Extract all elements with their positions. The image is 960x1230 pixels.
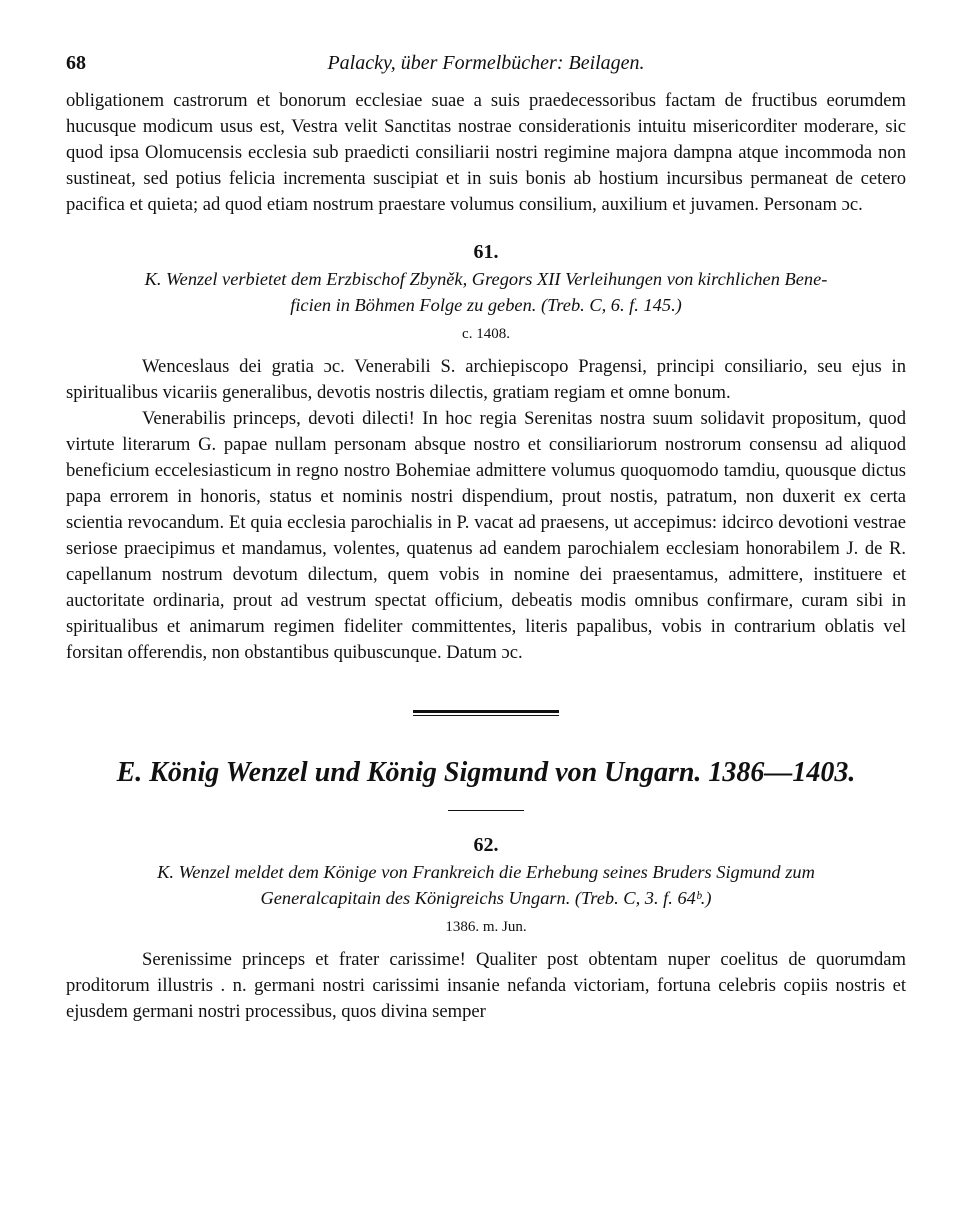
document-date-61: c. 1408.	[462, 326, 510, 342]
running-title: Palacky, über Formelbücher: Beilagen.	[327, 52, 645, 74]
running-head	[66, 52, 906, 88]
document-rubric-61-line1: K. Wenzel verbietet dem Erzbischof Zbyněk, Gregors XII Verleihungen von kirchlichen Bene-	[144, 269, 828, 289]
document-date-62: 1386. m. Jun.	[445, 919, 527, 935]
section-title: E. König Wenzel und König Sigmund von Ungarn. 1386—1403.	[116, 757, 856, 788]
document-62-body: Serenissime princeps et frater carissime! Qualiter post obtentam nuper coelitus de quorumdam proditorum illustris . n. germani nostri carissimi insanie nefanda victoriam, fortuna celebris copiis nostris et ejusdem germani nostri processibus, quos divina semper	[66, 949, 906, 1022]
document-rubric-62-line1: K. Wenzel meldet dem Könige von Frankreich die Erhebung seines Bruders Sigmund zum	[157, 862, 815, 882]
section-divider	[413, 710, 559, 716]
section-title-rule	[448, 810, 524, 811]
intro-paragraph: obligationem castrorum et bonorum ecclesiae suae a suis praedecessoribus factam de fructibus eorumdem hucusque modicum usus est, Vestra velit Sanctitas nostrae considerationis intuitu misericorditer moderare, sic quod ipsa Olomucensis ecclesia sub praedicti consiliarii nostri regimine majora dampna atque incommoda non sustineat, sed potius felicia incrementa suscipiat et in suis bonis ab hostium incursibus permaneat de cetero pacifica et quieta; ad quod etiam nostrum praestare volumus consilium, auxilium et juvamen. Personam ɔc.	[66, 90, 906, 215]
document-number-62: 62.	[473, 834, 499, 856]
document-61-salutation: Wenceslaus dei gratia ɔc. Venerabili S. archiepiscopo Pragensi, principi consiliario, seu ejus in spiritualibus vicariis generalibus, devotis nostris dilectis, gratiam regiam et omne bonum.	[66, 356, 906, 403]
document-rubric-61-line2: ficien in Böhmen Folge zu geben. (Treb. C, 6. f. 145.)	[290, 295, 682, 315]
document-61-body: Venerabilis princeps, devoti dilecti! In hoc regia Serenitas nostra suum solidavit propositum, quod virtute literarum G. papae nullam personam absque nostro et consiliariorum nostrorum consensu ad aliquod beneficium eccelesiasticum in regno nostro Bohemiae admittere volumus quoquomodo tamdiu, quousque dictus papa errorem in honoris, status et nominis nostri dispendium, prout nostis, patratum, non duxerit ex certa scientia revocandum. Et quia ecclesia parochialis in P. vacat ad praesens, ut accepimus: idcirco devotioni vestrae seriose praecipimus et mandamus, volentes, quatenus ad eandem parochialem ecclesiam honorabilem J. de R. capellanum nostrum devotum dilectum, quem vobis in nomine dei praesentamus, admittere, instituere et auctoritate ordinaria, prout ad vestrum spectat officium, debeatis modis omnibus confirmare, curam sibi in spiritualibus et animarum regimen fideliter committentes, literis papalibus, vobis in contrarium oblatis vel forsitan offerendis, non obstantibus quibuscunque. Datum ɔc.	[66, 408, 906, 663]
document-rubric-62-line2: Generalcapitain des Königreichs Ungarn. (Treb. C, 3. f. 64ᵇ.)	[260, 888, 712, 908]
document-number-61: 61.	[473, 241, 499, 263]
page-number: 68	[66, 52, 86, 74]
document-page	[66, 52, 906, 1025]
